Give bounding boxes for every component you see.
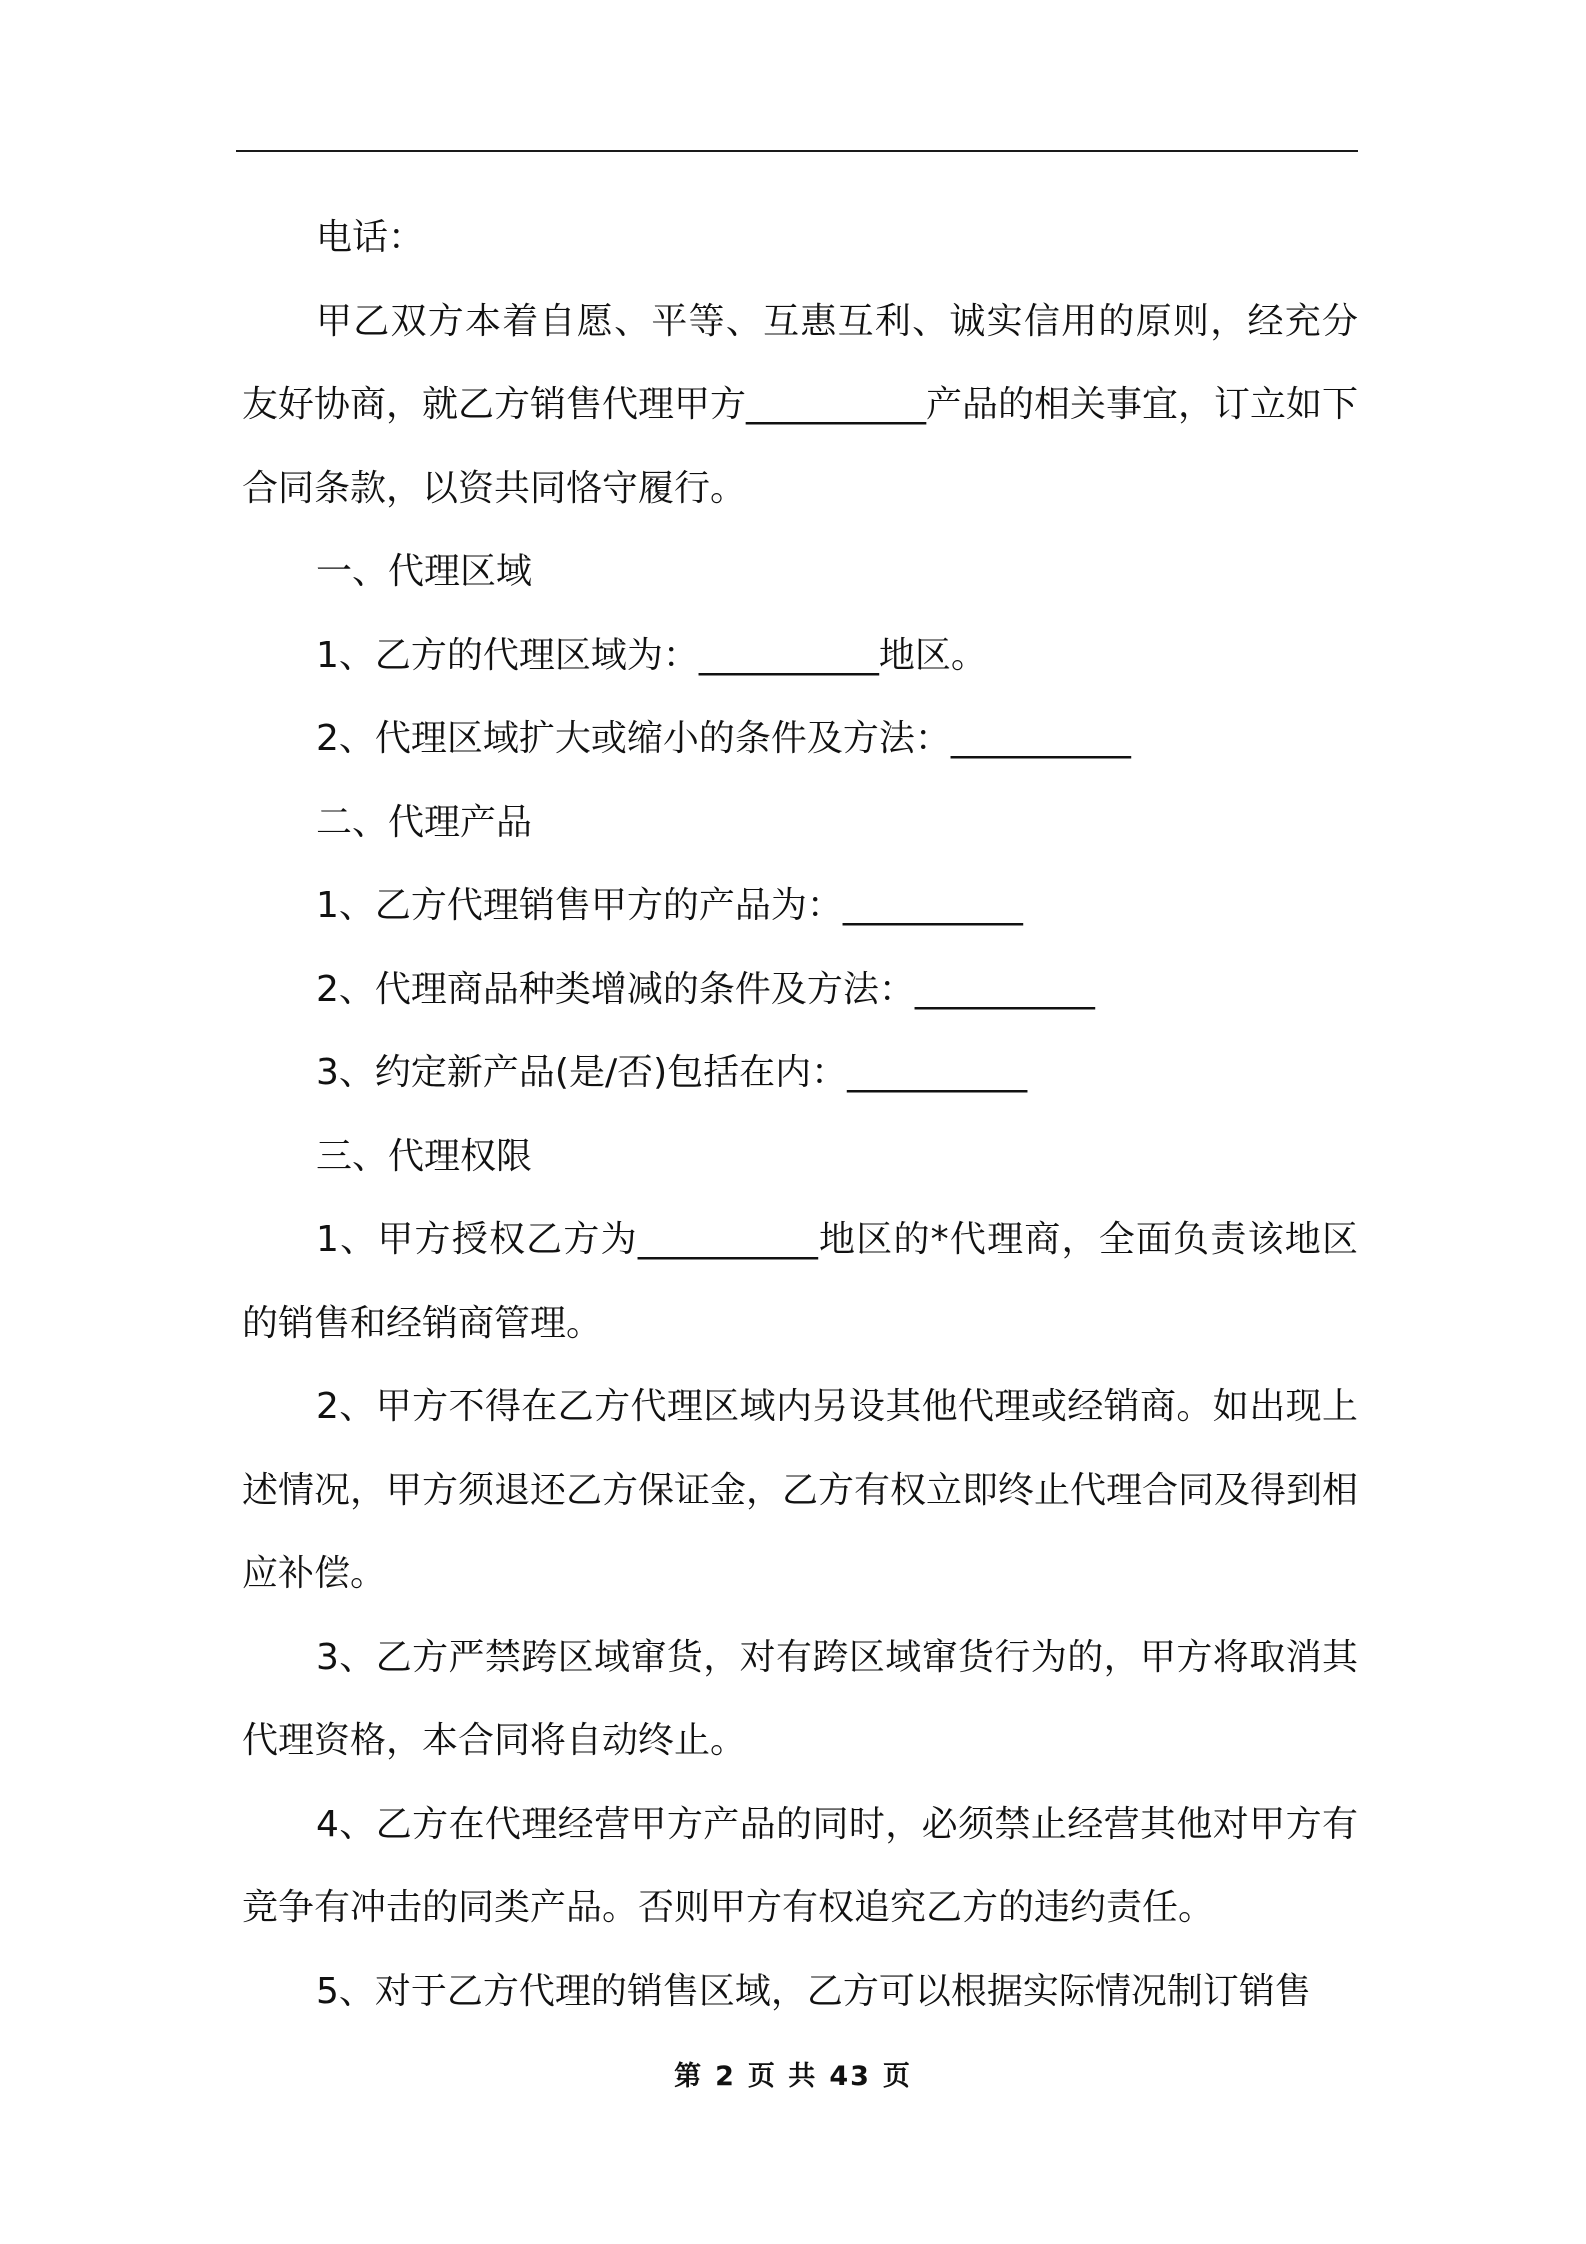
paragraph-phone: 电话： [316, 217, 425, 258]
clause-authority-2: 2、甲方不得在乙方代理区域内另设其他代理或经销商。如出现上述情况，甲方须退还乙方保证金，乙方有权立即终止代理合同及得到相应补偿。 [242, 1386, 1359, 1594]
clause-area-1: 1、乙方的代理区域为：__________地区。 [316, 634, 987, 676]
footer-total-pages: 43 [829, 2061, 871, 2092]
page-footer [0, 2054, 1586, 2093]
document-body [242, 196, 1358, 2033]
section-heading-agency-authority: 三、代理权限 [316, 1135, 533, 1177]
footer-prefix: 第 [674, 2061, 704, 2092]
paragraph-preamble: 甲乙双方本着自愿、平等、互惠互利、诚实信用的原则，经充分友好协商，就乙方销售代理甲方__________产品的相关事宜，订立如下合同条款，以资共同恪守履行。 [242, 300, 1359, 509]
header-rule [236, 150, 1358, 152]
clause-authority-3: 3、乙方严禁跨区域窜货，对有跨区域窜货行为的，甲方将取消其代理资格，本合同将自动终止。 [242, 1636, 1358, 1761]
clause-authority-4: 4、乙方在代理经营甲方产品的同时，必须禁止经营其他对甲方有竞争有冲击的同类产品。否则甲方有权追究乙方的违约责任。 [242, 1803, 1358, 1928]
clause-products-2: 2、代理商品种类增减的条件及方法：__________ [316, 968, 1095, 1010]
clause-products-3: 3、约定新产品(是/否)包括在内：__________ [316, 1052, 1028, 1093]
clause-products-1: 1、乙方代理销售甲方的产品为：__________ [316, 885, 1023, 926]
footer-suffix: 页 [882, 2061, 912, 2092]
section-heading-agency-products: 二、代理产品 [316, 801, 533, 843]
clause-authority-5: 5、对于乙方代理的销售区域，乙方可以根据实际情况制订销售 [316, 1970, 1311, 2012]
section-heading-agency-area: 一、代理区域 [316, 551, 533, 592]
clause-authority-1: 1、甲方授权乙方为__________地区的*代理商，全面负责该地区的销售和经销商管理。 [242, 1219, 1358, 1344]
clause-area-2: 2、代理区域扩大或缩小的条件及方法：__________ [316, 718, 1131, 759]
footer-middle: 页 共 [747, 2061, 818, 2092]
footer-current-page: 2 [715, 2061, 736, 2092]
